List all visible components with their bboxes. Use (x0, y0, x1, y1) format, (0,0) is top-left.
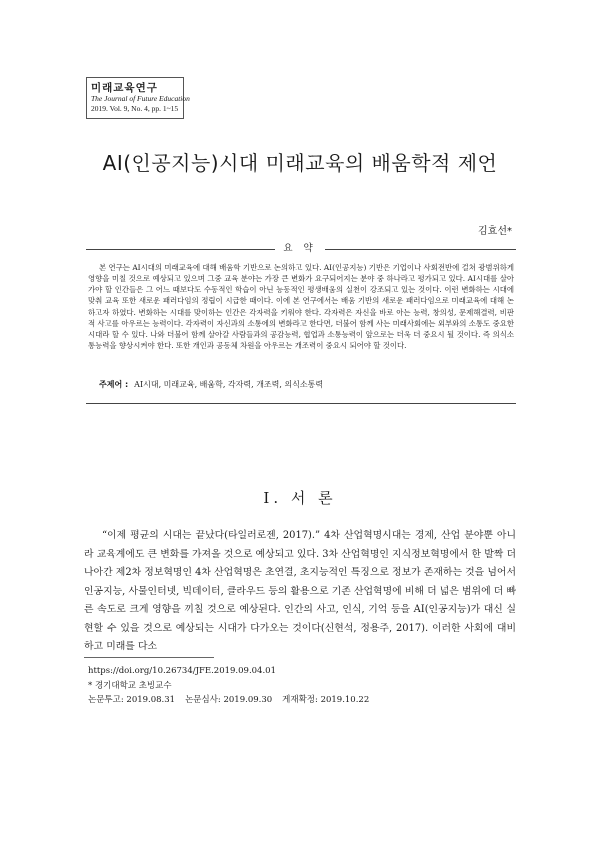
keywords-label: 주제어 : (99, 380, 129, 389)
journal-name-korean: 미래교육연구 (91, 82, 158, 94)
author-affiliation: * 경기대학교 초빙교수 (88, 680, 172, 691)
footnotes (88, 664, 379, 708)
keywords-line (99, 379, 323, 390)
intro-paragraph: “이제 평균의 시대는 끝났다(타일러로젠, 2017).” 4차 산업혁명시대는 경제, 산업 분야뿐 아니라 교육계에도 큰 변화를 가져올 것으로 예상되고 있다. 3차 산업혁명인 지식정보혁명에서 한 발짝 더 나아간 제2차 정보혁명인 4차 산업혁명은 초연결, 초지능적인 특징으로 정보가 존재하는 것을 넘어서 인공지능, 사물인터넷, 빅데이터, 클라우드 등의 활용으로 기존 산업혁명에 비해 더 넓은 범위에 더 빠른 속도로 크게 영향을 끼칠 것으로 예상된다. 인간의 사고, 인식, 기억 등을 AI(인공지능)가 대신 실현할 수 있을 것으로 예상되는 시대가 다가오는 것이다(신현석, 정용주, 2017). 이러한 사회에 대비하고 미래를 다소 (84, 530, 516, 652)
accepted-date: 게재확정: 2019.10.22 (282, 695, 370, 705)
footnote-rule (84, 657, 214, 658)
keywords-list: AI시대, 미래교육, 배움학, 각자력, 개조력, 의식소통력 (134, 380, 324, 389)
paper-title: AI(인공지능)시대 미래교육의 배움학적 제언 (102, 151, 498, 175)
journal-name-english: The Journal of Future Education (91, 94, 190, 103)
section-heading: I. 서 론 (263, 489, 337, 507)
abstract-heading: 요 약 (275, 243, 325, 255)
journal-volume: 2019. Vol. 9, No. 4, pp. 1~15 (91, 104, 179, 113)
submitted-date: 논문투고: 2019.08.31 (88, 695, 176, 705)
author-name: 김효선* (478, 226, 512, 237)
abstract-bottom-rule (86, 403, 516, 404)
reviewed-date: 논문심사: 2019.09.30 (185, 695, 273, 705)
doi-link[interactable]: https://doi.org/10.26734/JFE.2019.09.04.01 (88, 666, 276, 676)
abstract-text: 본 연구는 AI시대의 미래교육에 대해 배움학 기반으로 논의하고 있다. AI(인공지능) 기반은 기업이나 사회전반에 걸쳐 광범위하게 영향을 미칠 것으로 예상되고 있으며 그중 교육 분야는 가장 큰 변화가 요구되어지는 분야 중 하나라고 평가되고 있다. AI시대를 살아가야 할 인간들은 그 어느 때보다도 수동적인 학습이 아닌 능동적인 평생배움의 실천이 강조되고 있는 것이다. 이런 변화하는 시대에 맞춰 교육 또한 새로운 패러다임의 정립이 시급한 때이다. 이에 본 연구에서는 배움 기반의 새로운 패러다임으로 미래교육에 대해 논하고자 하였다. 변화하는 시대를 맞이하는 인간은 각자력을 키워야 한다. 각자력은 자신을 바로 아는 능력, 창의성, 문제해결력, 비판적 사고를 아우르는 능력이다. 각자력이 자신과의 소통에의 변화라고 한다면, 더불어 함께 사는 미래사회에는 외부와의 소통도 중요한 시대라 할 수 있다. 나와 더불어 함께 살아갈 사람들과의 공감능력, 협업과 소통능력이 앞으로는 더욱 더 중요시 될 것이다. 즉 의식소통능력을 향상시켜야 한다. 또한 개인과 공동체 차원을 아우르는 개조력이 중요시 되어야 할 것이다. (88, 263, 514, 351)
publication-dates (88, 693, 379, 708)
journal-info-box (86, 77, 190, 119)
